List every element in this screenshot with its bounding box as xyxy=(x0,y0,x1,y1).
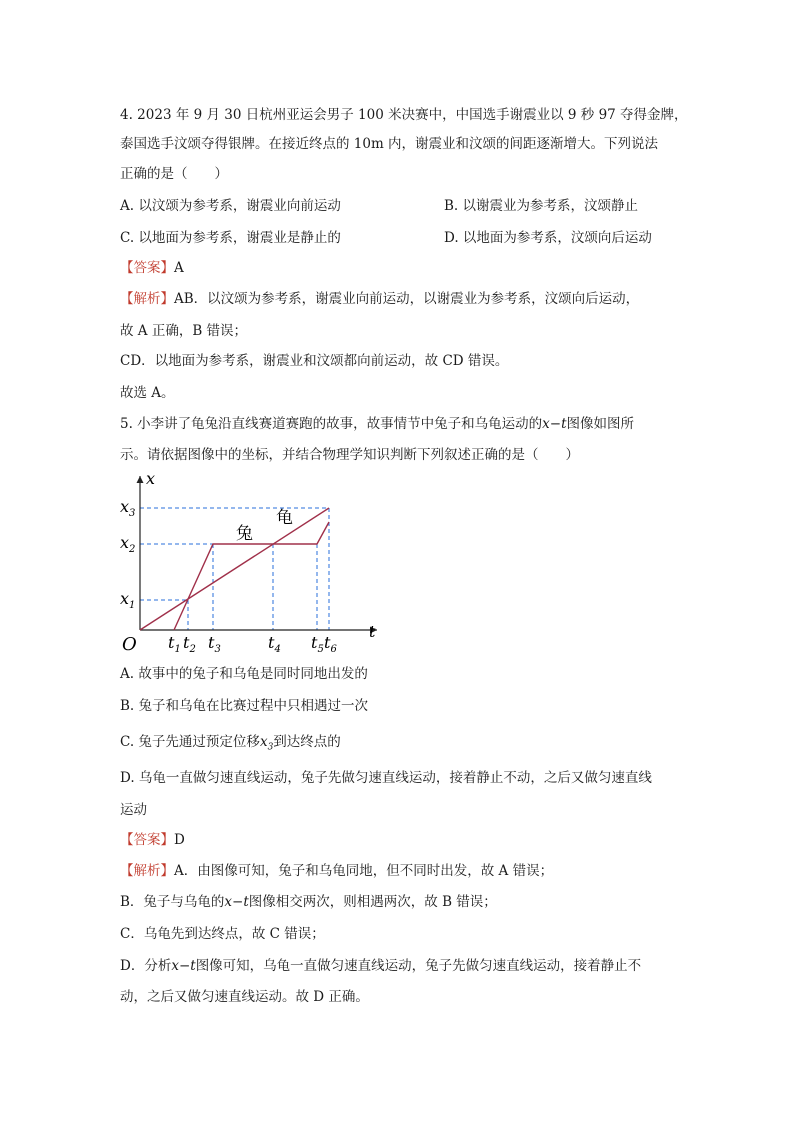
q5-analysis-text4a: D．分析 xyxy=(120,958,172,974)
q5-analysis-line5: 动，之后又做匀速直线运动。故 D 正确。 xyxy=(120,989,369,1005)
origin-label: O xyxy=(122,634,137,653)
tick-t2: $t_2$ xyxy=(183,633,196,653)
axis-t-label: t xyxy=(369,622,376,641)
q4-option-d: D. 以地面为参考系，汶颂向后运动 xyxy=(444,230,652,246)
q5-analysis-tag: 【解析】 xyxy=(120,863,174,879)
tick-x2: $x_2$ xyxy=(120,533,136,555)
q5-option-b: B. 兔子和乌龟在比赛过程中只相遇过一次 xyxy=(120,698,369,714)
tick-t3: $t_3$ xyxy=(208,633,221,653)
q5-option-d-line2: 运动 xyxy=(120,802,147,818)
q4-option-b: B. 以谢震业为参考系，汶颂静止 xyxy=(444,198,639,214)
tortoise-label: 龟 xyxy=(276,508,293,528)
q4-answer-tag: 【答案】 xyxy=(120,260,174,276)
q5-stem-text1a: 5. 小李讲了龟兔沿直线赛道赛跑的故事，故事情节中兔子和乌龟运动的 xyxy=(120,416,543,432)
q5-answer xyxy=(120,831,185,849)
q5-analysis-text2b: 图像相交两次，则相遇两次，故 B 错误； xyxy=(248,894,497,910)
tick-t4: $t_4$ xyxy=(268,633,281,653)
tick-t1: $t_1$ xyxy=(168,633,181,653)
q5-analysis-xt: x−t xyxy=(224,894,249,910)
q5-option-c-sub: 3 xyxy=(267,742,274,753)
q5-option-c-var: x xyxy=(259,734,268,750)
q5-analysis-text1: A．由图像可知，兔子和乌龟同地，但不同时出发，故 A 错误； xyxy=(174,863,554,879)
q5-option-d-line1: D. 乌龟一直做匀速直线运动，兔子先做匀速直线运动，接着静止不动，之后又做匀速直线 xyxy=(120,770,652,786)
q5-analysis-line2 xyxy=(120,893,497,911)
tick-t6: $t_6$ xyxy=(324,633,337,653)
axis-x-label: x xyxy=(146,469,156,488)
q5-stem-line2: 示。请依据图像中的坐标，并结合物理学知识判断下列叙述正确的是（ ） xyxy=(120,447,579,463)
q4-option-a: A. 以汶颂为参考系，谢震业向前运动 xyxy=(120,198,341,214)
q4-analysis-text1: AB．以汶颂为参考系，谢震业向前运动，以谢震业为参考系，汶颂向后运动， xyxy=(174,291,640,307)
xt-graph xyxy=(112,468,392,653)
q5-option-c-text-b: 到达终点的 xyxy=(273,734,341,750)
q4-analysis-line1 xyxy=(120,290,639,308)
q4-analysis-line4: 故选 A。 xyxy=(120,385,175,401)
q5-analysis-line3: C．乌龟先到达终点，故 C 错误； xyxy=(120,926,325,942)
q5-stem-xt: x−t xyxy=(542,416,567,432)
rabbit-label: 兔 xyxy=(236,524,253,544)
q4-stem-line3: 正确的是（ ） xyxy=(120,166,228,182)
q4-answer xyxy=(120,259,184,277)
q5-option-a: A. 故事中的兔子和乌龟是同时同地出发的 xyxy=(120,666,368,682)
q5-analysis-line4 xyxy=(120,957,641,975)
q5-analysis-xt2: x−t xyxy=(171,958,196,974)
tortoise-line xyxy=(140,508,329,630)
q4-answer-value: A xyxy=(174,260,184,276)
q5-option-c-text-a: C. 兔子先通过预定位移 xyxy=(120,734,260,750)
q5-answer-value: D xyxy=(174,832,185,848)
q4-stem-line1: 4. 2023 年 9 月 30 日杭州亚运会男子 100 米决赛中，中国选手谢震业以 9 秒 97 夺得金牌， xyxy=(120,107,688,123)
q4-analysis-tag: 【解析】 xyxy=(120,291,174,307)
q5-answer-tag: 【答案】 xyxy=(120,832,174,848)
q4-option-c: C. 以地面为参考系，谢震业是静止的 xyxy=(120,230,341,246)
q5-analysis-text4b: 图像可知，乌龟一直做匀速直线运动，兔子先做匀速直线运动，接着静止不 xyxy=(195,958,642,974)
q5-analysis-line1 xyxy=(120,862,553,880)
q5-analysis-text2a: B．兔子与乌龟的 xyxy=(120,894,225,910)
q5-option-c xyxy=(120,733,341,757)
q5-stem-text1b: 图像如图所 xyxy=(566,416,635,432)
tick-x1: $x_1$ xyxy=(120,589,136,611)
q4-analysis-line3: CD．以地面为参考系，谢震业和汶颂都向前运动，故 CD 错误。 xyxy=(120,353,509,369)
q5-stem-line1 xyxy=(120,415,634,433)
tick-x3: $x_3$ xyxy=(120,497,136,519)
q4-analysis-line2: 故 A 正确，B 错误； xyxy=(120,323,248,339)
q4-stem-line2: 泰国选手汶颂夺得银牌。在接近终点的 10m 内，谢震业和汶颂的间距逐渐增大。下列说法 xyxy=(120,136,659,152)
tick-t5: $t_5$ xyxy=(311,633,324,653)
